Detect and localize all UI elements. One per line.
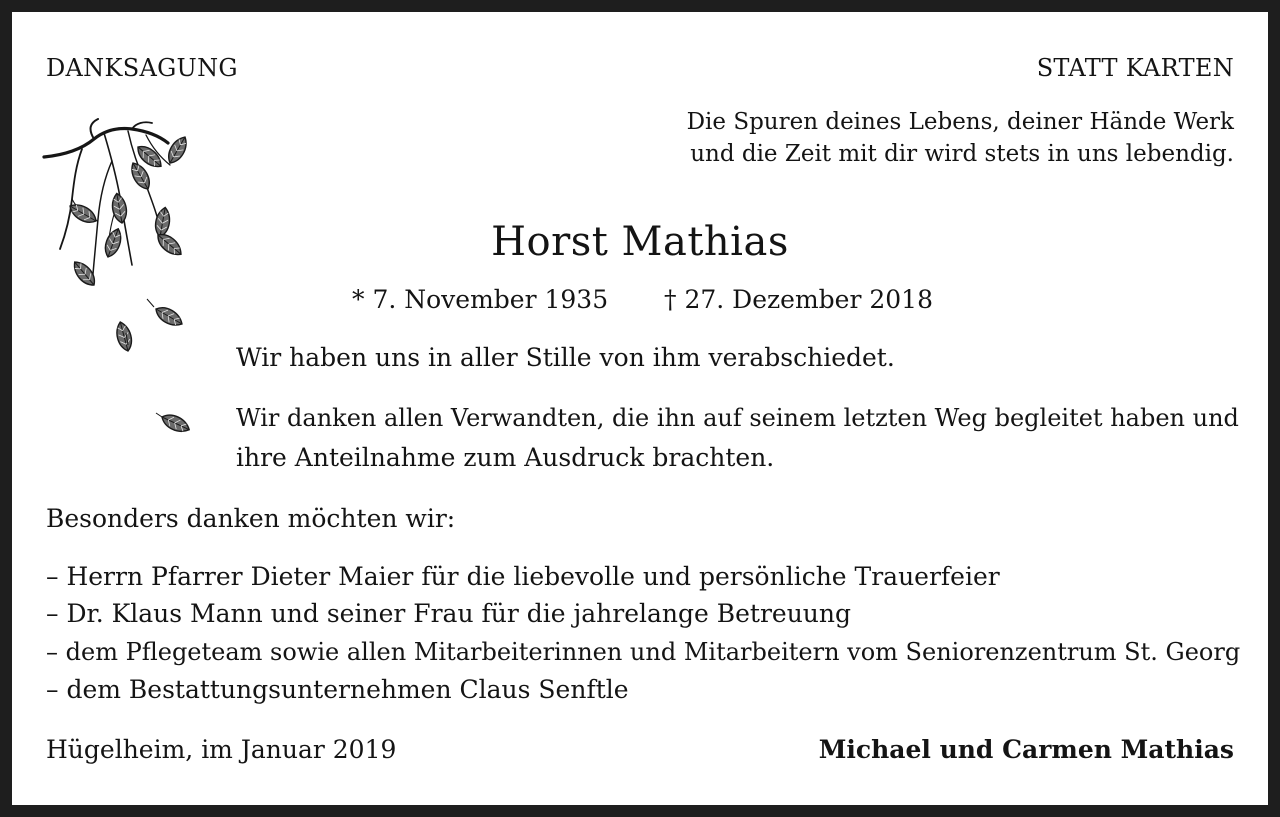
deceased-name: Horst Mathias: [491, 219, 789, 265]
thanks-intro: Besonders danken möchten wir:: [46, 504, 456, 533]
branch-with-falling-leaves-icon: [42, 117, 202, 452]
thanks-list-item: – Dr. Klaus Mann und seiner Frau für die jahrelange Betreuung: [46, 599, 852, 628]
quote-line-2: und die Zeit mit dir wird stets in uns lebendig.: [690, 141, 1234, 167]
thanks-list-item: – Herrn Pfarrer Dieter Maier für die liebevolle und persönliche Trauerfeier: [46, 562, 1000, 591]
header-danksagung: DANKSAGUNG: [46, 54, 238, 82]
thanks-list-item: – dem Bestattungsunternehmen Claus Senftle: [46, 675, 629, 704]
thanks-list-item: – dem Pflegeteam sowie allen Mitarbeiterinnen und Mitarbeitern vom Seniorenzentrum St. Georg: [46, 638, 1241, 666]
obituary-card: [12, 12, 1268, 805]
quote-line-1: Die Spuren deines Lebens, deiner Hände Werk: [686, 109, 1234, 135]
birth-date: * 7. November 1935: [352, 285, 609, 314]
thanks-paragraph-line-1: Wir danken allen Verwandten, die ihn auf seinem letzten Weg begleitet haben und: [236, 404, 1239, 432]
place-and-date: Hügelheim, im Januar 2019: [46, 735, 397, 764]
death-date: † 27. Dezember 2018: [664, 285, 933, 314]
thanks-paragraph-line-2: ihre Anteilnahme zum Ausdruck brachten.: [236, 443, 775, 472]
header-statt-karten: STATT KARTEN: [1036, 54, 1234, 82]
signature: Michael und Carmen Mathias: [818, 735, 1234, 764]
farewell-paragraph: Wir haben uns in aller Stille von ihm verabschiedet.: [236, 343, 895, 372]
